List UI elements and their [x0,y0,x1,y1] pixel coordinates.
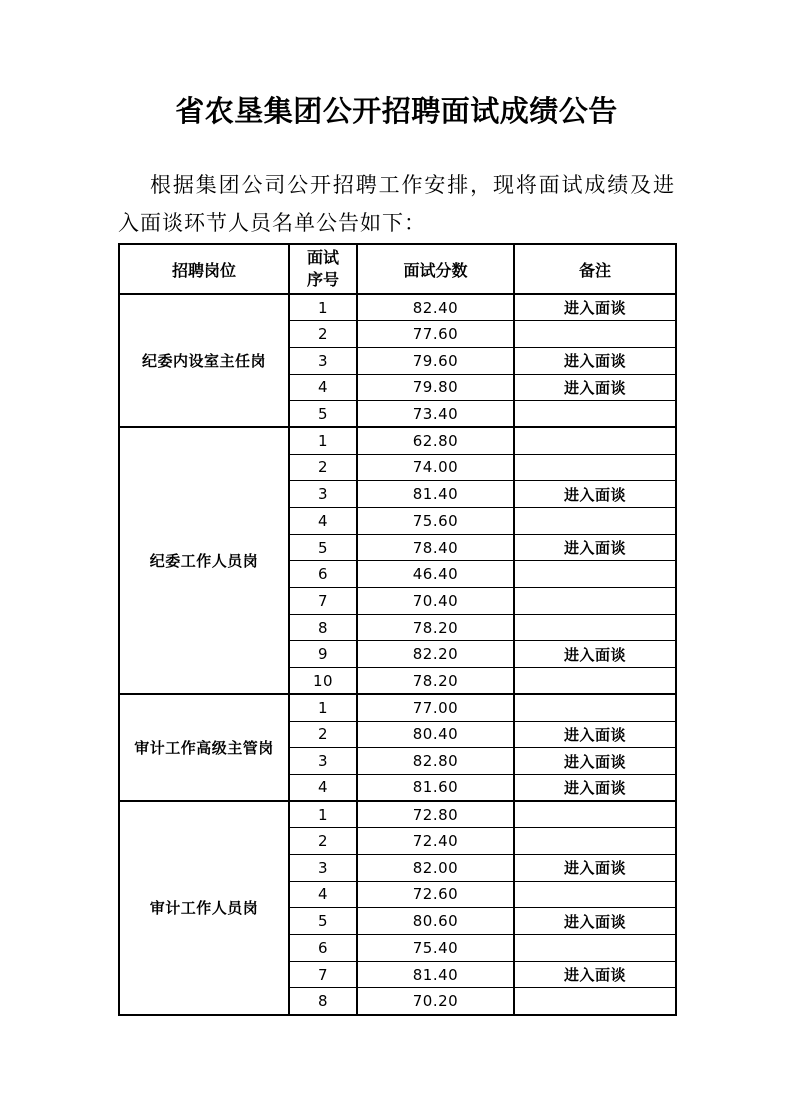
cell-serial: 8 [289,614,357,641]
cell-remark [514,454,676,481]
cell-remark: 进入面谈 [514,374,676,401]
cell-serial: 5 [289,908,357,935]
cell-score: 62.80 [357,427,514,454]
table-header-row [119,244,676,294]
cell-serial: 2 [289,828,357,855]
cell-score: 82.20 [357,641,514,668]
cell-remark [514,427,676,454]
cell-score: 77.60 [357,321,514,348]
cell-remark: 进入面谈 [514,908,676,935]
cell-remark: 进入面谈 [514,641,676,668]
table-row [119,801,676,828]
table-row [119,427,676,454]
cell-serial: 3 [289,347,357,374]
cell-score: 78.20 [357,614,514,641]
col-header-serial-label: 面试序号 [306,248,339,289]
cell-serial: 5 [289,401,357,428]
cell-score: 72.80 [357,801,514,828]
cell-serial: 2 [289,454,357,481]
cell-score: 75.40 [357,935,514,962]
cell-remark [514,614,676,641]
cell-serial: 10 [289,668,357,695]
document-page [0,94,794,1113]
cell-remark: 进入面谈 [514,721,676,748]
cell-score: 79.80 [357,374,514,401]
cell-score: 74.00 [357,454,514,481]
cell-position: 纪委内设室主任岗 [119,294,289,427]
cell-remark [514,321,676,348]
cell-serial: 1 [289,294,357,321]
cell-remark [514,935,676,962]
scores-table [118,243,677,1016]
cell-score: 82.00 [357,854,514,881]
cell-remark [514,988,676,1015]
cell-score: 75.60 [357,508,514,535]
cell-remark [514,508,676,535]
col-header-position: 招聘岗位 [119,244,289,294]
cell-remark [514,668,676,695]
cell-serial: 4 [289,774,357,801]
cell-remark: 进入面谈 [514,347,676,374]
cell-remark [514,881,676,908]
cell-score: 80.60 [357,908,514,935]
intro-paragraph: 根据集团公司公开招聘工作安排，现将面试成绩及进入面谈环节人员名单公告如下： [118,173,675,235]
cell-score: 81.40 [357,961,514,988]
cell-remark: 进入面谈 [514,748,676,775]
cell-score: 81.60 [357,774,514,801]
table-row [119,694,676,721]
cell-position: 纪委工作人员岗 [119,427,289,694]
cell-serial: 4 [289,881,357,908]
cell-remark: 进入面谈 [514,534,676,561]
cell-serial: 4 [289,508,357,535]
cell-remark [514,801,676,828]
col-header-score: 面试分数 [357,244,514,294]
cell-score: 81.40 [357,481,514,508]
cell-serial: 2 [289,321,357,348]
cell-score: 70.40 [357,588,514,615]
cell-score: 82.80 [357,748,514,775]
cell-score: 73.40 [357,401,514,428]
cell-score: 72.40 [357,828,514,855]
cell-serial: 3 [289,748,357,775]
cell-serial: 9 [289,641,357,668]
cell-serial: 4 [289,374,357,401]
cell-score: 79.60 [357,347,514,374]
cell-serial: 3 [289,481,357,508]
cell-serial: 5 [289,534,357,561]
cell-serial: 1 [289,694,357,721]
cell-remark: 进入面谈 [514,854,676,881]
cell-score: 72.60 [357,881,514,908]
cell-score: 70.20 [357,988,514,1015]
cell-remark [514,694,676,721]
cell-score: 82.40 [357,294,514,321]
cell-serial: 7 [289,588,357,615]
cell-serial: 1 [289,801,357,828]
page-title: 省农垦集团公开招聘面试成绩公告 [175,96,618,128]
cell-position: 审计工作人员岗 [119,801,289,1015]
cell-score: 46.40 [357,561,514,588]
cell-score: 80.40 [357,721,514,748]
cell-remark [514,561,676,588]
cell-remark: 进入面谈 [514,774,676,801]
cell-remark: 进入面谈 [514,481,676,508]
col-header-serial [289,244,357,294]
cell-remark [514,401,676,428]
cell-serial: 2 [289,721,357,748]
cell-remark [514,828,676,855]
cell-serial: 6 [289,561,357,588]
cell-score: 78.20 [357,668,514,695]
cell-serial: 8 [289,988,357,1015]
cell-serial: 6 [289,935,357,962]
cell-serial: 7 [289,961,357,988]
cell-score: 77.00 [357,694,514,721]
table-row [119,294,676,321]
cell-serial: 1 [289,427,357,454]
cell-remark: 进入面谈 [514,294,676,321]
cell-remark: 进入面谈 [514,961,676,988]
cell-position: 审计工作高级主管岗 [119,694,289,801]
scores-table-body [119,294,676,1015]
col-header-remark: 备注 [514,244,676,294]
cell-score: 78.40 [357,534,514,561]
cell-serial: 3 [289,854,357,881]
cell-remark [514,588,676,615]
